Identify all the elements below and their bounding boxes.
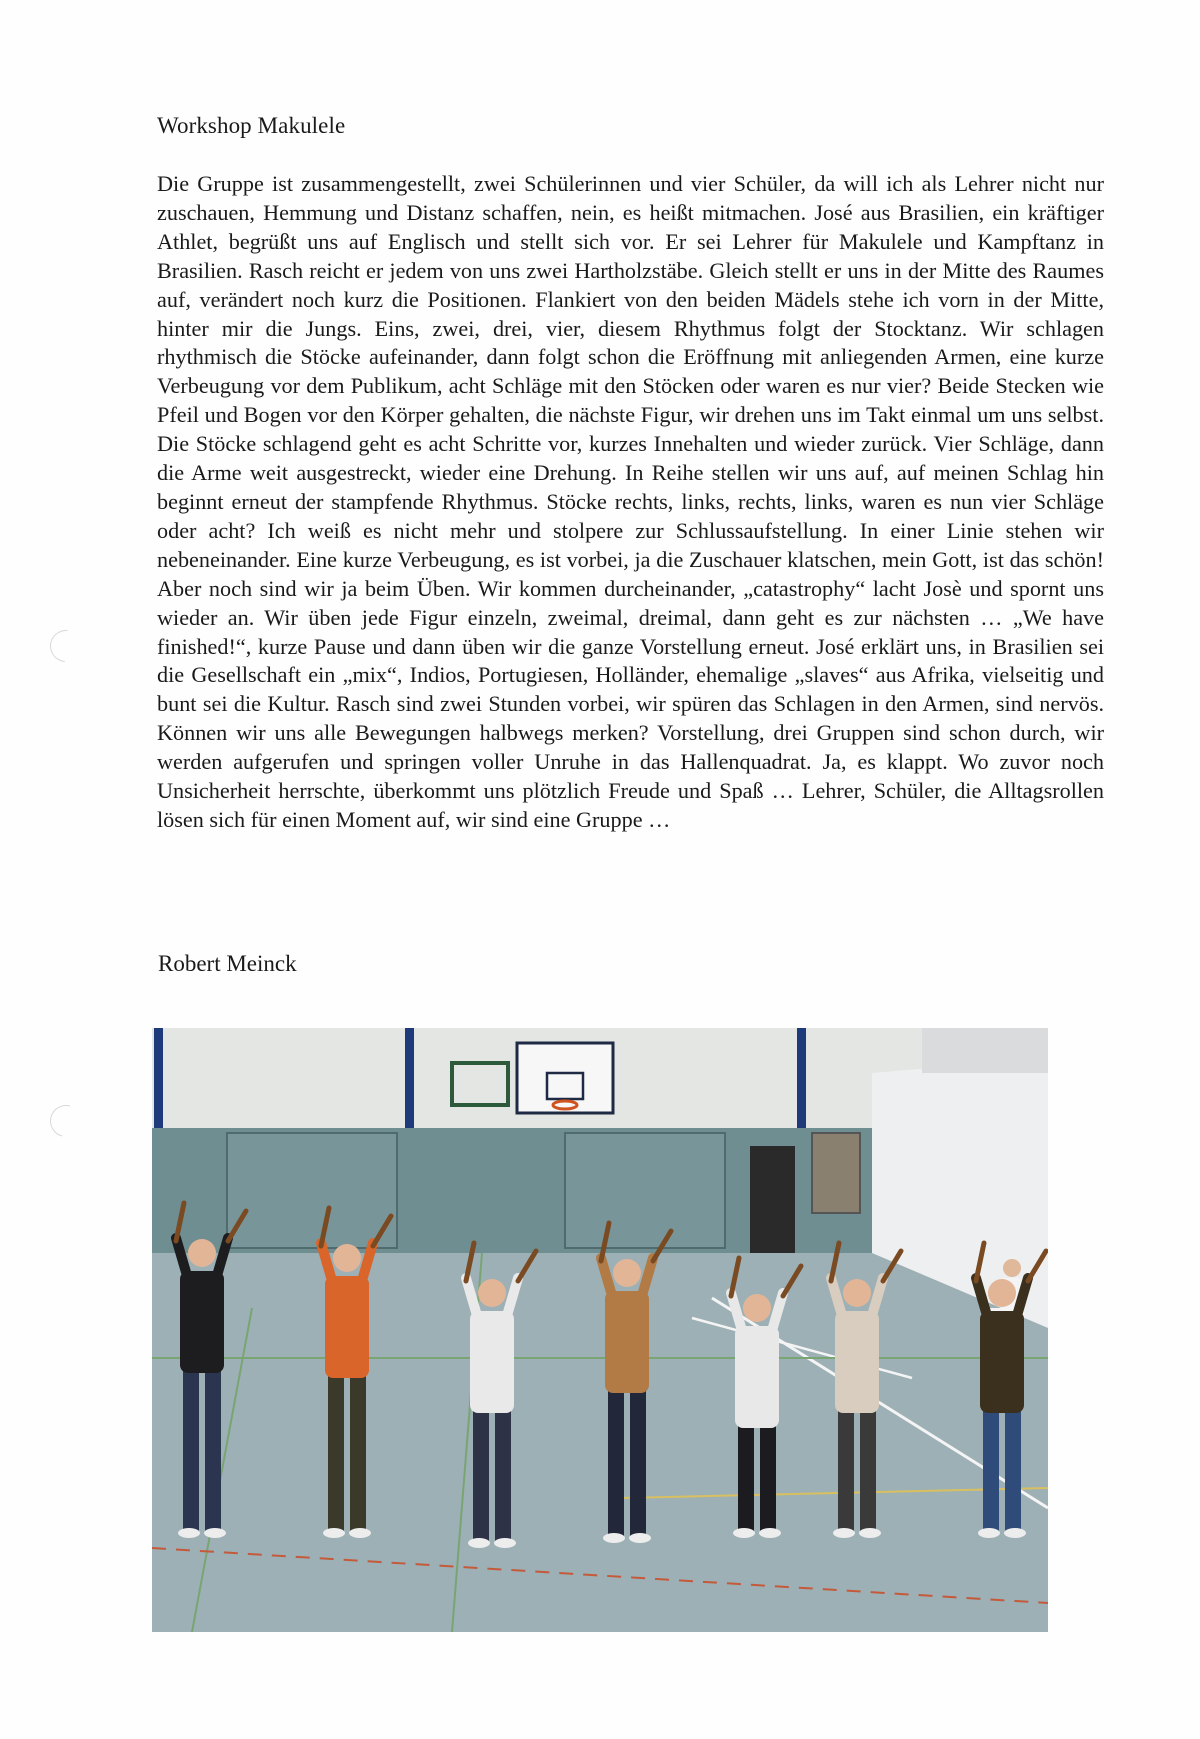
article-title: Workshop Makulele	[157, 113, 346, 138]
article-body: Die Gruppe ist zusammengestellt, zwei Schülerinnen und vier Schüler, da will ich als Lehrer nicht nur zuschauen, Hemmung und Distanz schaffen, nein, es heißt mitmachen. José aus Brasilien, ein kräftiger Athlet, begrüßt uns auf Englisch und stellt sich vor. Er sei Lehrer für Makulele und Kampftanz in Brasilien. Rasch reicht er jedem von uns zwei Hartholzstäbe. Gleich stellt er uns in der Mitte des Raumes auf, verändert noch kurz die Positionen. Flankiert von den beiden Mädels stehe ich vorn in der Mitte, hinter mir die Jungs. Eins, zwei, drei, vier, diesem Rhythmus folgt der Stocktanz. Wir schlagen rhythmisch die Stöcke aufeinander, dann folgt schon die Eröffnung mit anliegenden Armen, eine kurze Verbeugung vor dem Publikum, acht Schläge mit den Stöcken oder waren es nur vier? Beide Stecken wie Pfeil und Bogen vor den Körper gehalten, die nächste Figur, wir drehen uns im Takt einmal um uns selbst. Die Stöcke schlagend geht es acht Schritte vor, kurzes Innehalten und wieder zurück. Vier Schläge, dann die Arme weit ausgestreckt, wieder eine Drehung. In Reihe stellen wir uns auf, auf meinen Schlag hin beginnt erneut der stampfende Rhythmus. Stöcke rechts, links, rechts, links, waren es nun vier Schläge oder acht? Ich weiß es nicht mehr und stolpere zur Schlussaufstellung. In einer Linie stehen wir nebeneinander. Eine kurze Verbeugung, es ist vorbei, ja die Zuschauer klatschen, mein Gott, ist das schön! Aber noch sind wir ja beim Üben. Wir kommen durcheinander, „catastrophy“ lacht Josè und spornt uns wieder an. Wir üben jede Figur einzeln, zweimal, dreimal, dann geht es zur nächsten … „We have finished!“, kurze Pause und dann üben wir die ganze Vorstellung erneut. José erklärt uns, in Brasilien sei die Gesellschaft ein „mix“, Indios, Portugiesen, Holländer, ehemalige „slaves“ aus Afrika, vielseitig und bunt sei die Kultur. Rasch sind zwei Stunden vorbei, wir spüren das Schlagen in den Armen, sind nervös. Können wir uns alle Bewegungen halbwegs merken? Vorstellung, drei Gruppen sind schon durch, wir werden aufgerufen und springen voller Unruhe in das Hallenquadrat. Ja, es klappt. Wo zuvor noch Unsicherheit herrschte, überkommt uns plötzlich Freude und Spaß … Lehrer, Schüler, die Alltagsrollen lösen sich für einen Moment auf, wir sind eine Gruppe …	[157, 171, 1104, 832]
wall-door-center	[565, 1133, 725, 1248]
wall-door-left	[227, 1133, 397, 1248]
wall-pillar	[797, 1028, 806, 1128]
open-doorway	[750, 1146, 795, 1254]
punch-hole-mark	[44, 1099, 88, 1143]
right-wall-upper	[922, 1028, 1048, 1073]
gym-group-photo	[152, 1028, 1048, 1632]
wall-pillar	[405, 1028, 414, 1128]
gym-floor	[152, 1253, 1048, 1632]
wall-pillar	[154, 1028, 163, 1128]
wall-window	[812, 1133, 860, 1213]
author-name: Robert Meinck	[158, 951, 297, 976]
punch-hole-mark	[43, 623, 88, 668]
photo-illustration	[152, 1028, 1048, 1632]
